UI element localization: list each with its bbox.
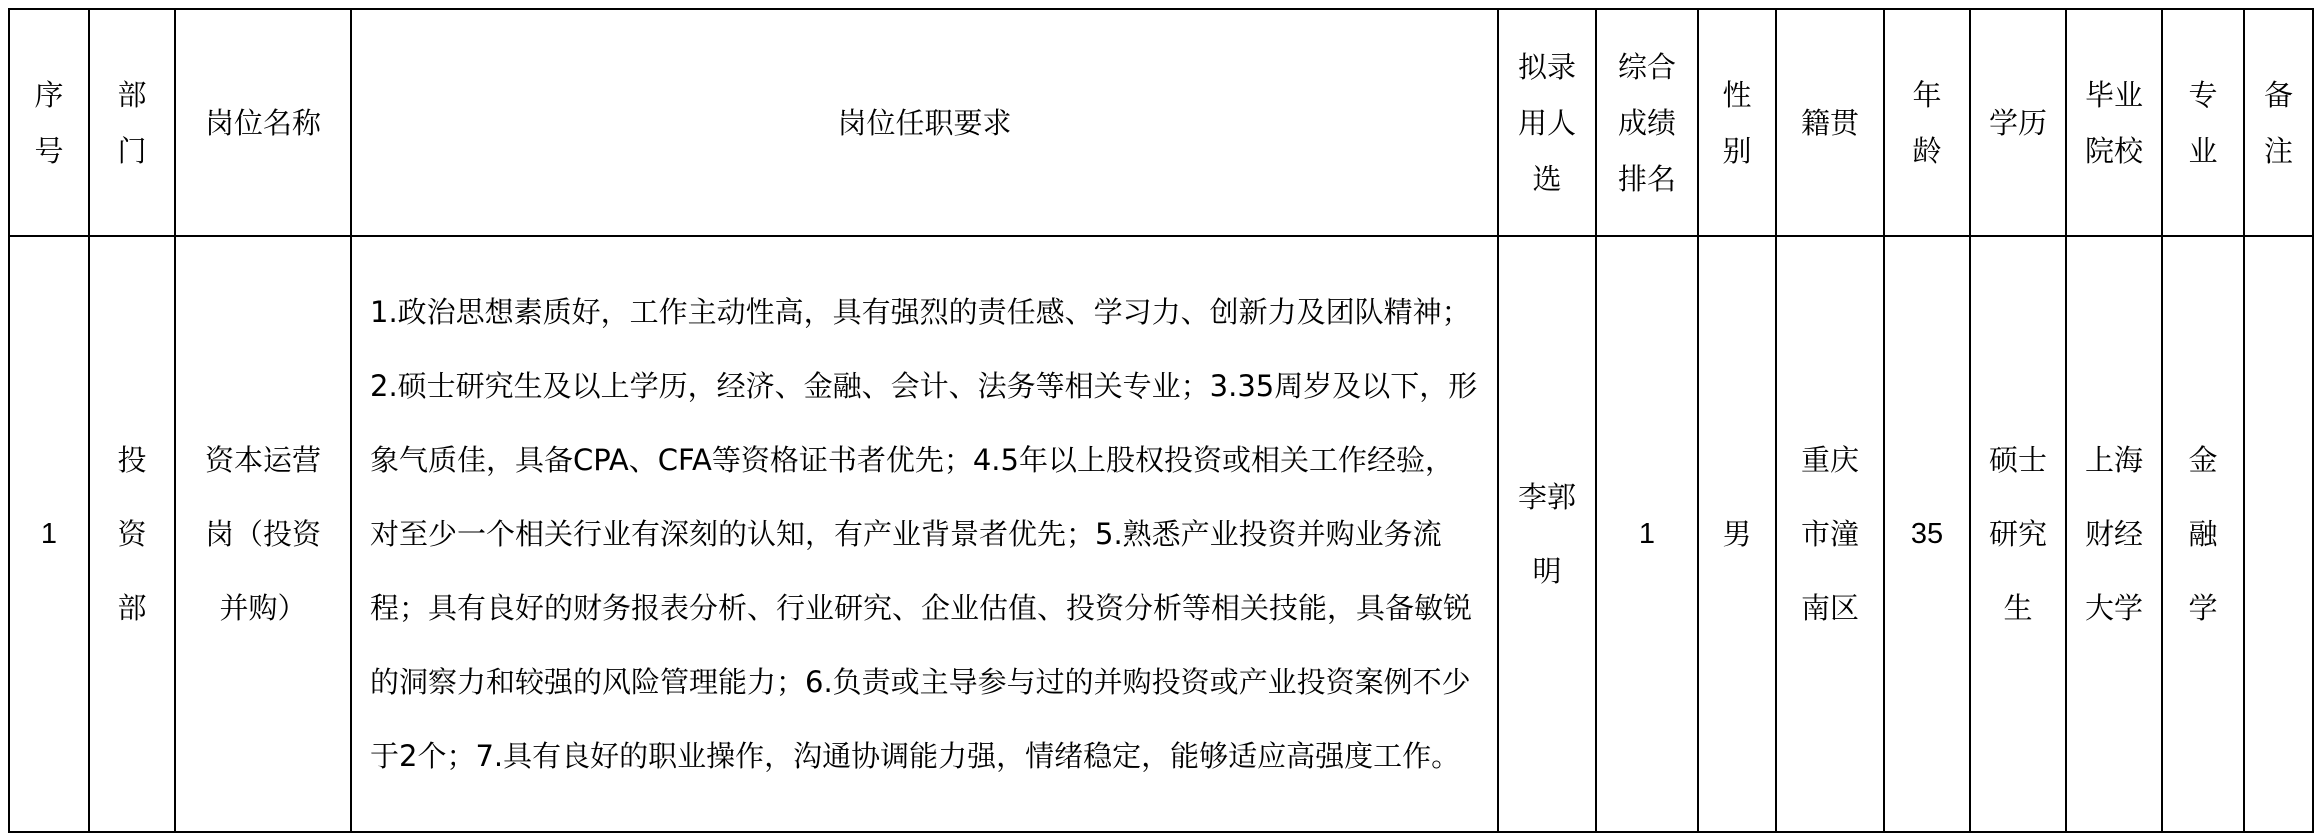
table-row bbox=[9, 236, 2313, 832]
header-row bbox=[9, 9, 2313, 236]
cell-school: 上海财经大学 bbox=[2066, 236, 2162, 832]
cell-hometown: 重庆市潼南区 bbox=[1776, 236, 1884, 832]
cell-candidate: 李郭明 bbox=[1498, 236, 1596, 832]
cell-remarks bbox=[2244, 236, 2313, 832]
header-position-name: 岗位名称 bbox=[175, 9, 351, 236]
header-age: 年龄 bbox=[1884, 9, 1970, 236]
cell-requirements: 1.政治思想素质好，工作主动性高，具有强烈的责任感、学习力、创新力及团队精神；2.硕士研究生及以上学历，经济、金融、会计、法务等相关专业；3.35周岁及以下，形象气质佳，具备CPA、CFA等资格证书者优先；4.5年以上股权投资或相关工作经验，对至少一个相关行业有深刻的认知，有产业背景者优先；5.熟悉产业投资并购业务流程；具有良好的财务报表分析、行业研究、企业估值、投资分析等相关技能，具备敏锐的洞察力和较强的风险管理能力；6.负责或主导参与过的并购投资或产业投资案例不少于2个；7.具有良好的职业操作，沟通协调能力强，情绪稳定，能够适应高强度工作。 bbox=[351, 236, 1498, 832]
header-major: 专业 bbox=[2162, 9, 2244, 236]
header-requirements: 岗位任职要求 bbox=[351, 9, 1498, 236]
header-education: 学历 bbox=[1970, 9, 2066, 236]
header-hometown: 籍贯 bbox=[1776, 9, 1884, 236]
header-gender: 性别 bbox=[1698, 9, 1776, 236]
header-seq: 序号 bbox=[9, 9, 89, 236]
cell-dept: 投资部 bbox=[89, 236, 175, 832]
cell-education: 硕士研究生 bbox=[1970, 236, 2066, 832]
cell-rank: 1 bbox=[1596, 236, 1698, 832]
cell-age: 35 bbox=[1884, 236, 1970, 832]
header-remarks: 备注 bbox=[2244, 9, 2313, 236]
header-school: 毕业院校 bbox=[2066, 9, 2162, 236]
header-rank: 综合成绩排名 bbox=[1596, 9, 1698, 236]
cell-seq: 1 bbox=[9, 236, 89, 832]
header-candidate: 拟录用人选 bbox=[1498, 9, 1596, 236]
cell-position-name: 资本运营岗（投资并购） bbox=[175, 236, 351, 832]
cell-gender: 男 bbox=[1698, 236, 1776, 832]
header-dept: 部门 bbox=[89, 9, 175, 236]
recruitment-table bbox=[8, 8, 2314, 833]
cell-major: 金融学 bbox=[2162, 236, 2244, 832]
